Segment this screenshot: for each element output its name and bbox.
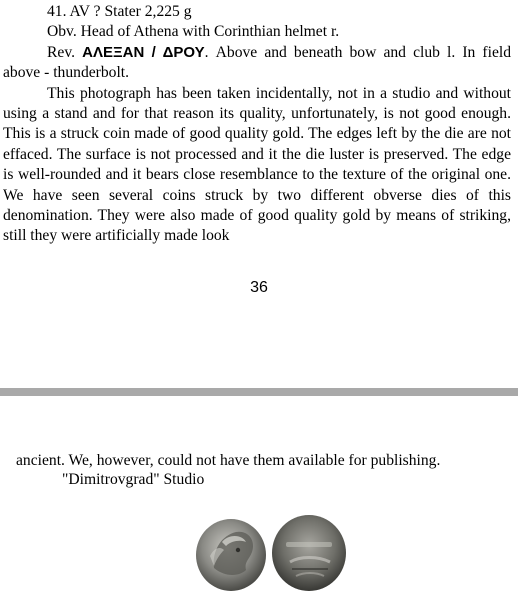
reverse-prefix: Rev. xyxy=(47,43,83,61)
continued-text xyxy=(16,451,516,489)
coin-obverse-image xyxy=(196,519,266,591)
catalog-entry xyxy=(3,2,511,247)
entry-heading: 41. AV ? Stater 2,225 g xyxy=(47,3,192,20)
page-number: 36 xyxy=(250,279,268,296)
coin-reverse-image xyxy=(272,515,346,591)
coin-photographs xyxy=(192,512,352,592)
obverse-description: Obv. Head of Athena with Corinthian helmet r. xyxy=(47,23,340,41)
reverse-description xyxy=(3,43,511,84)
commentary-paragraph: This photograph has been taken incidentally, not in a studio and without using a stand and for that reason its quality, unfortunately, is not good enough. This is a struck coin made of good quality gold. The edges left by the die are not effaced. The surface is not processed and it the die luster is preserved. The edge is well-rounded and it bears close resemblance to the texture of the original one. We have seen several coins struck by two different obverse dies of this denomination. They were also made of good quality gold by means of striking, still they were artificially made look xyxy=(3,84,511,245)
page-bottom xyxy=(0,396,518,591)
continuation-text: ancient. We, however, could not have them available for publishing. xyxy=(16,452,441,469)
page-separator xyxy=(0,388,518,396)
reverse-legend: ΑΛΕΞΑΝ / ΔΡΟΥ xyxy=(82,43,205,61)
reverse-detail: . Above and beneath bow and club l. In field above - thunderbolt. xyxy=(3,43,511,82)
photo-credit: "Dimitrovgrad" Studio xyxy=(62,471,205,488)
